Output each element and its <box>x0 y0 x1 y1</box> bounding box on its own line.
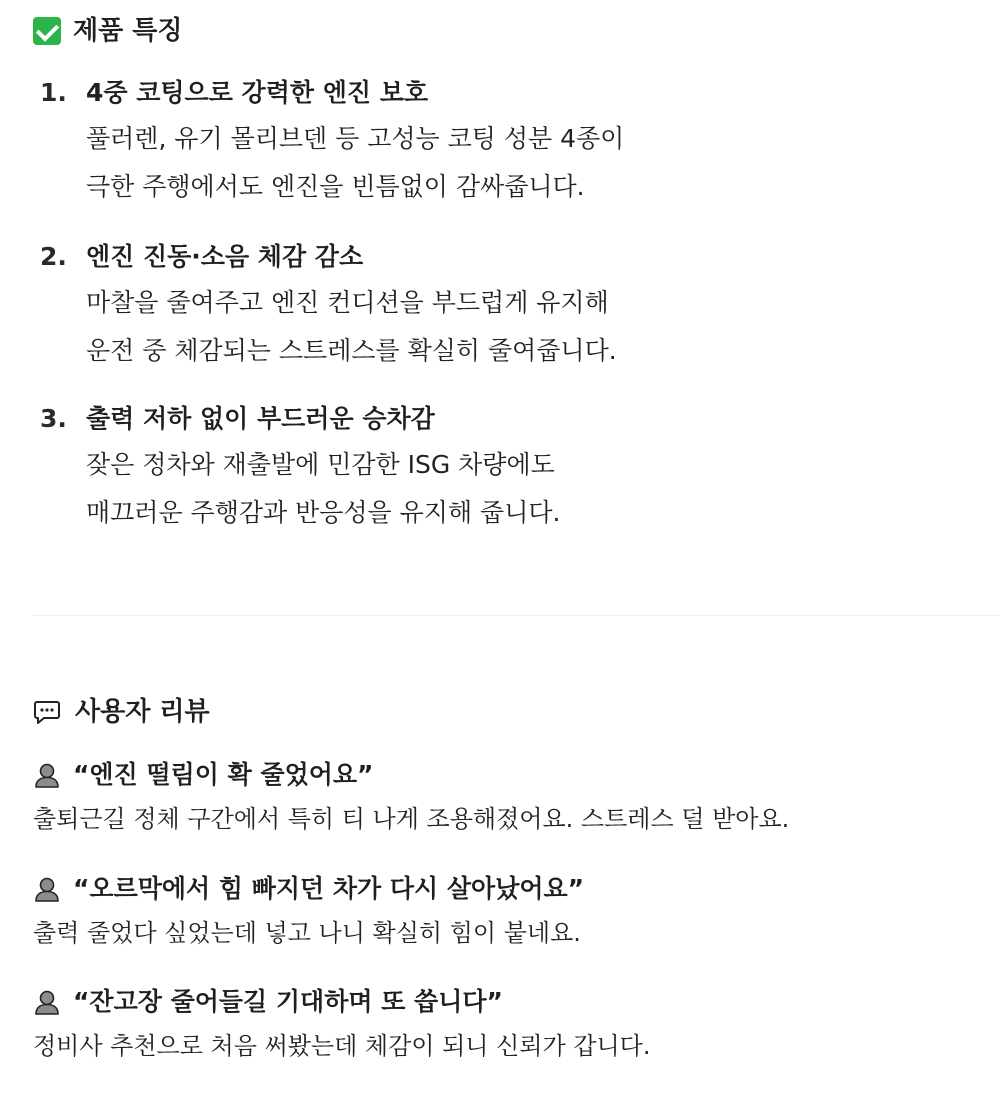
feature-title <box>40 402 980 436</box>
check-mark-icon <box>33 17 61 45</box>
feature-line: 잦은 정차와 재출발에 민감한 ISG 차량에도 <box>86 450 555 479</box>
feature-title-text: 엔진 진동·소음 체감 감소 <box>86 242 364 271</box>
review-quote: “엔진 떨림이 확 줄었어요” <box>73 760 374 789</box>
feature-item <box>40 240 980 368</box>
feature-line: 극한 주행에서도 엔진을 빈틈없이 감싸줍니다. <box>86 172 585 201</box>
review-title <box>33 758 993 792</box>
section-divider <box>33 615 1000 616</box>
feature-line: 운전 중 체감되는 스트레스를 확실히 줄여줍니다. <box>86 336 617 365</box>
user-avatar-icon <box>33 875 61 903</box>
reviews-heading <box>33 695 210 729</box>
review-text: 정비사 추천으로 처음 써봤는데 체감이 되니 신뢰가 갑니다. <box>33 1032 651 1060</box>
feature-title-text: 출력 저하 없이 부드러운 승차감 <box>86 404 435 433</box>
feature-title-text: 4중 코팅으로 강력한 엔진 보호 <box>86 78 429 107</box>
feature-line: 매끄러운 주행감과 반응성을 유지해 줍니다. <box>86 498 561 527</box>
review-item <box>33 872 993 950</box>
features-heading-text: 제품 특징 <box>73 16 183 46</box>
feature-item <box>40 402 980 530</box>
feature-description <box>40 286 980 368</box>
review-item <box>33 985 993 1063</box>
feature-line: 마찰을 줄여주고 엔진 컨디션을 부드럽게 유지해 <box>86 288 609 317</box>
review-title <box>33 985 993 1019</box>
feature-title <box>40 76 980 110</box>
feature-description <box>40 448 980 530</box>
feature-number: 2. <box>40 242 67 271</box>
reviews-heading-text: 사용자 리뷰 <box>75 697 210 727</box>
review-text: 출력 줄었다 싶었는데 넣고 나니 확실히 힘이 붙네요. <box>33 919 581 947</box>
review-quote: “잔고장 줄어들길 기대하며 또 씁니다” <box>73 987 503 1016</box>
user-avatar-icon <box>33 988 61 1016</box>
feature-item <box>40 76 980 204</box>
review-title <box>33 872 993 906</box>
review-quote: “오르막에서 힘 빠지던 차가 다시 살아났어요” <box>73 874 585 903</box>
feature-line: 풀러렌, 유기 몰리브덴 등 고성능 코팅 성분 4종이 <box>86 124 625 153</box>
feature-title <box>40 240 980 274</box>
feature-description <box>40 122 980 204</box>
feature-number: 3. <box>40 404 67 433</box>
speech-bubble-icon <box>33 698 61 726</box>
feature-number: 1. <box>40 78 67 107</box>
user-avatar-icon <box>33 761 61 789</box>
features-heading <box>33 14 183 48</box>
review-text: 출퇴근길 정체 구간에서 특히 티 나게 조용해졌어요. 스트레스 덜 받아요. <box>33 805 790 833</box>
review-item <box>33 758 993 836</box>
